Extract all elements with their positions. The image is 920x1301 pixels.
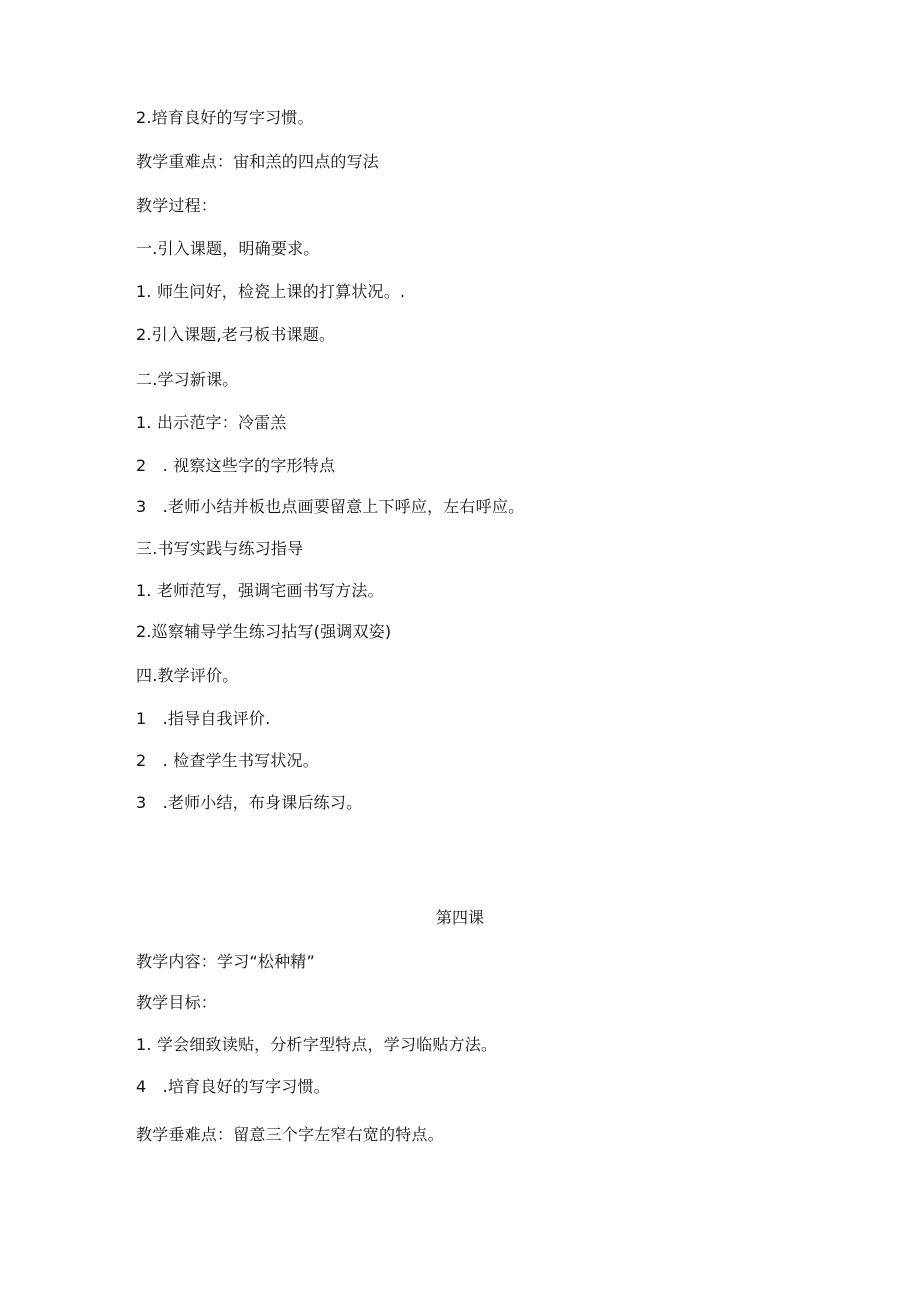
lesson-title: 第四课 <box>435 908 484 927</box>
text-line: 教学垂难点：留意三个字左窄右宽的特点。 <box>136 1125 444 1144</box>
text-line: 教学内容：学习“松种精” <box>136 952 315 971</box>
text-line: 教学目标： <box>136 993 218 1012</box>
text-line: 四.教学评价。 <box>136 666 239 685</box>
text-line: 一.引入课题，明确要求。 <box>136 239 320 258</box>
text-line: 2.巡察辅导学生练习拈写(强调双姿) <box>136 622 392 641</box>
text-line: 三.书写实践与练习指导 <box>136 539 304 558</box>
text-line: 3 .老师小结，布身课后练习。 <box>136 793 363 812</box>
text-line: 2 . 检查学生书写状况。 <box>136 751 319 770</box>
text-line: 二.学习新课。 <box>136 370 239 389</box>
text-line: 教学过程： <box>136 196 218 215</box>
text-line: 2 . 视察这些字的字形特点 <box>136 456 336 475</box>
text-line: 3 .老师小结并板也点画要留意上下呼应，左右呼应。 <box>136 497 525 516</box>
text-line: 1. 出示范字：冷雷羔 <box>136 413 287 432</box>
text-line: 教学重难点：宙和羔的四点的写法 <box>136 152 380 171</box>
text-line: 1. 老师范写，强调宅画书写方法。 <box>136 581 384 600</box>
text-line: 2.培育良好的写字习惯。 <box>136 108 314 127</box>
text-line: 4 .培育良好的写字习惯。 <box>136 1077 330 1096</box>
text-line: 2.引入课题,老弓板书课题。 <box>136 325 336 344</box>
text-line: 1. 师生问好，检瓷上课的打算状况。. <box>136 282 406 301</box>
text-line: 1. 学会细致读贴，分析字型特点，学习临贴方法。 <box>136 1035 498 1054</box>
text-line: 1 .指导自我评价. <box>136 709 271 728</box>
